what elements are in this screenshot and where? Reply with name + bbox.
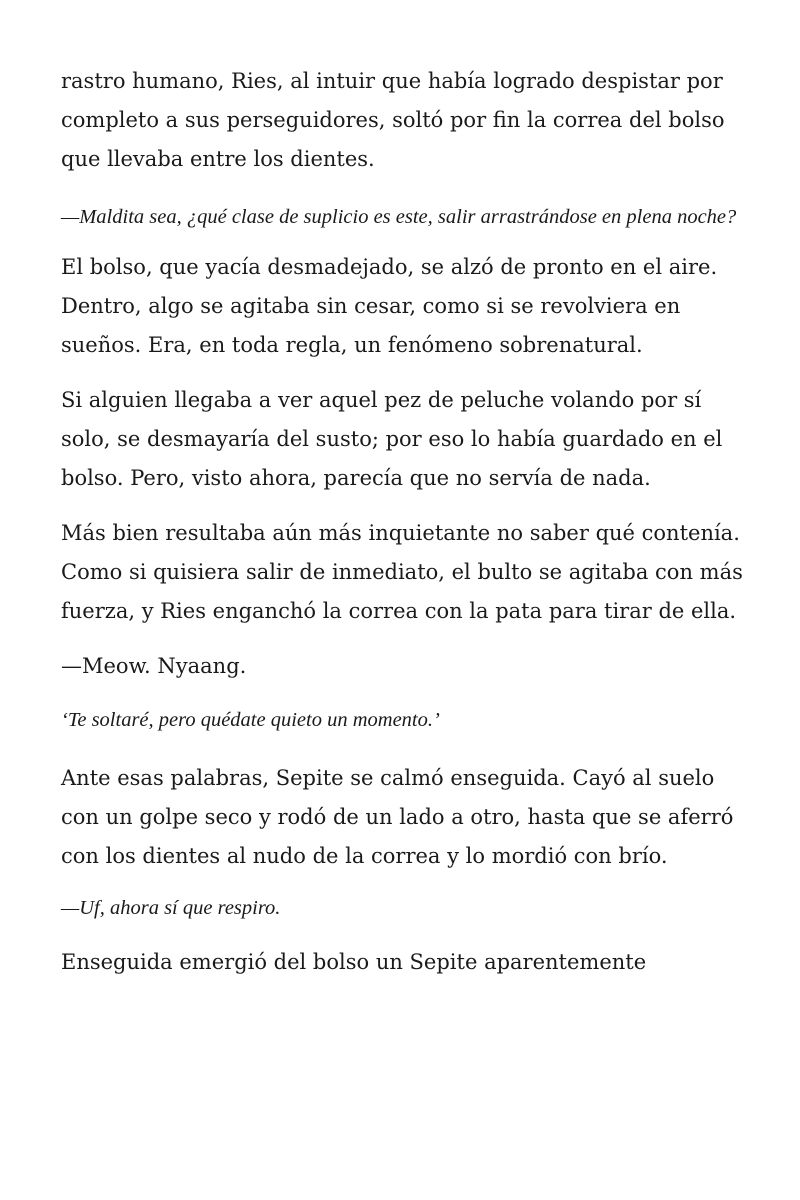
paragraph-narration: Ante esas palabras, Sepite se calmó enseguida. Cayó al suelo con un golpe seco y rodó de un lado a otro, hasta que se aferró con los dientes al nudo de la correa y lo mordió con brío. — [61, 766, 734, 868]
paragraph-narration: El bolso, que yacía desmadejado, se alzó de pronto en el aire. Dentro, algo se agitaba sin cesar, como si se revolviera en sueños. Era, en toda regla, un fenómeno sobrenatural. — [61, 255, 718, 357]
paragraph-dialogue: —Meow. Nyaang. — [61, 654, 247, 678]
paragraph-thought-dialogue: —Uf, ahora sí que respiro. — [61, 897, 281, 919]
paragraph-narration: Enseguida emergió del bolso un Sepite aparentemente — [61, 950, 647, 974]
paragraph-narration: Si alguien llegaba a ver aquel pez de peluche volando por sí solo, se desmayaría del susto; por eso lo había guardado en el bolso. Pero, visto ahora, parecía que no servía de nada. — [61, 388, 723, 490]
paragraph-narration: Más bien resultaba aún más inquietante no saber qué contenía. Como si quisiera salir de inmediato, el bulto se agitaba con más fuerza, y Ries enganchó la correa con la pata para tirar de ella. — [61, 521, 743, 623]
paragraph-thought-dialogue: —Maldita sea, ¿qué clase de suplicio es este, salir arrastrándose en plena noche? — [61, 206, 737, 228]
book-page — [61, 62, 751, 998]
paragraph-thought: ‘Te soltaré, pero quédate quieto un momento.’ — [61, 709, 440, 731]
paragraph-narration: rastro humano, Ries, al intuir que había logrado despistar por completo a sus perseguidores, soltó por fin la correa del bolso que llevaba entre los dientes. — [61, 69, 725, 171]
